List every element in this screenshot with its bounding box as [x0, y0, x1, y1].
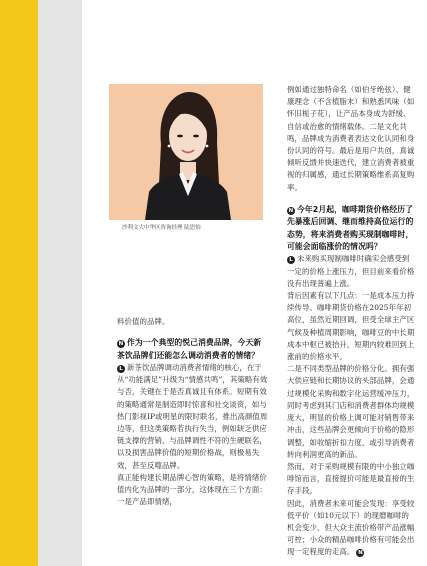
paragraph-text: 因此，消费者未来可能会发现：享受较低平价（如10元以下）的现磨咖啡的机会变少，但大众主流价格带产品涨幅可控；小众的精品咖啡价格有可能会出现一定程度的走高。	[287, 498, 415, 557]
question-marker-icon: N	[118, 341, 124, 348]
answer-paragraph	[287, 253, 415, 290]
left-yellow-bar	[0, 0, 38, 566]
paragraph: 然而，对于采购规模有限的中小独立咖啡馆而言，直接提价可能是最直接的生存手段。	[287, 461, 415, 496]
question-marker-icon: N	[288, 207, 294, 214]
answer-paragraph	[117, 362, 268, 472]
paragraph: 真正能构建长期品牌心智的策略，是将情绪价值内化为品牌的一部分，这体现在三个方面：一是产品即情绪，	[117, 472, 267, 507]
left-text-column	[117, 316, 268, 508]
photo-caption: 沙利文大中华区咨询经理 陆思怡	[122, 225, 201, 231]
answer-text: 新茶饮品牌调动消费者情绪的核心，在于从“功能满足”升级为“情感共鸣”，其策略有效与否，关键在于是否真诚且有体系。短期有效的策略通常是制造即时惊喜和社交谈资，如与热门影视IP或明星的限时联名，推出高颜值周边等，但这类策略若执行失当，例如缺乏供应链支撑的营销、与品牌调性不符的生硬联名，以及损害品牌价值的短期价格战，则极易失效，甚至反噬品牌。	[117, 363, 268, 470]
question-heading	[287, 204, 415, 254]
portrait-photo	[109, 84, 263, 220]
left-gray-bar	[38, 0, 82, 566]
paragraph	[287, 498, 415, 559]
paragraph: 料价值的品牌。	[117, 317, 170, 326]
left-white-gap	[82, 0, 90, 566]
question-text: 作为一个典型的悦己消费品牌，今天新茶饮品牌们还能怎么调动消费者的情绪？	[117, 338, 262, 360]
answer-text: 未来购买现制咖啡时确实会感受到一定的价格上涨压力，但目前来看价格没有出现普遍上涨。	[287, 254, 415, 288]
question-text: 今年2月起，咖啡期货价格经历了先暴涨后回调、继而维持高位运行的态势，将来消费者购买现制咖啡时，可能会面临涨价的情况吗？	[287, 204, 414, 252]
paragraph: 例如通过独特命名（如伯牙绝弦）、健康理念（不含植脂末）和熟悉风味（如怀旧栀子花），让产品本身成为舒缓、自信或治愈的情绪载体。二是文化共鸣，品牌成为消费者表达文化认同和身份认同的符号。最后是用户共创，真诚倾听反馈并快速迭代，建立消费者被重视的归属感，通过长期策略维系高复购率。	[287, 85, 415, 192]
paragraph: 背后因素有以下几点：一是成本压力持续传导。咖啡期货价格在2025年年初高位，虽然近期回调，但受全球主产区气候及种植周期影响，咖啡豆的中长期成本中枢已被抬升，短期内较难回到上涨前的价格水平。	[287, 291, 415, 362]
question-heading	[117, 337, 268, 362]
right-text-column	[287, 84, 415, 559]
paragraph: 二是不同类型品牌的价格分化。拥有强大供应链和长期协议的头部品牌，会通过规模化采购和数字化运营缓冲压力，同时考虑到其门店和消费者群体均规模庞大，明显的价格上调可能对销售带来冲击，这些品牌会更倾向于价格的隐形调整，如收缩折扣力度，或引导消费者转向利润更高的新品。	[287, 364, 415, 459]
end-marker-icon: N	[358, 550, 363, 557]
answer-marker-icon: L	[287, 256, 295, 264]
answer-marker-icon: L	[117, 365, 125, 373]
